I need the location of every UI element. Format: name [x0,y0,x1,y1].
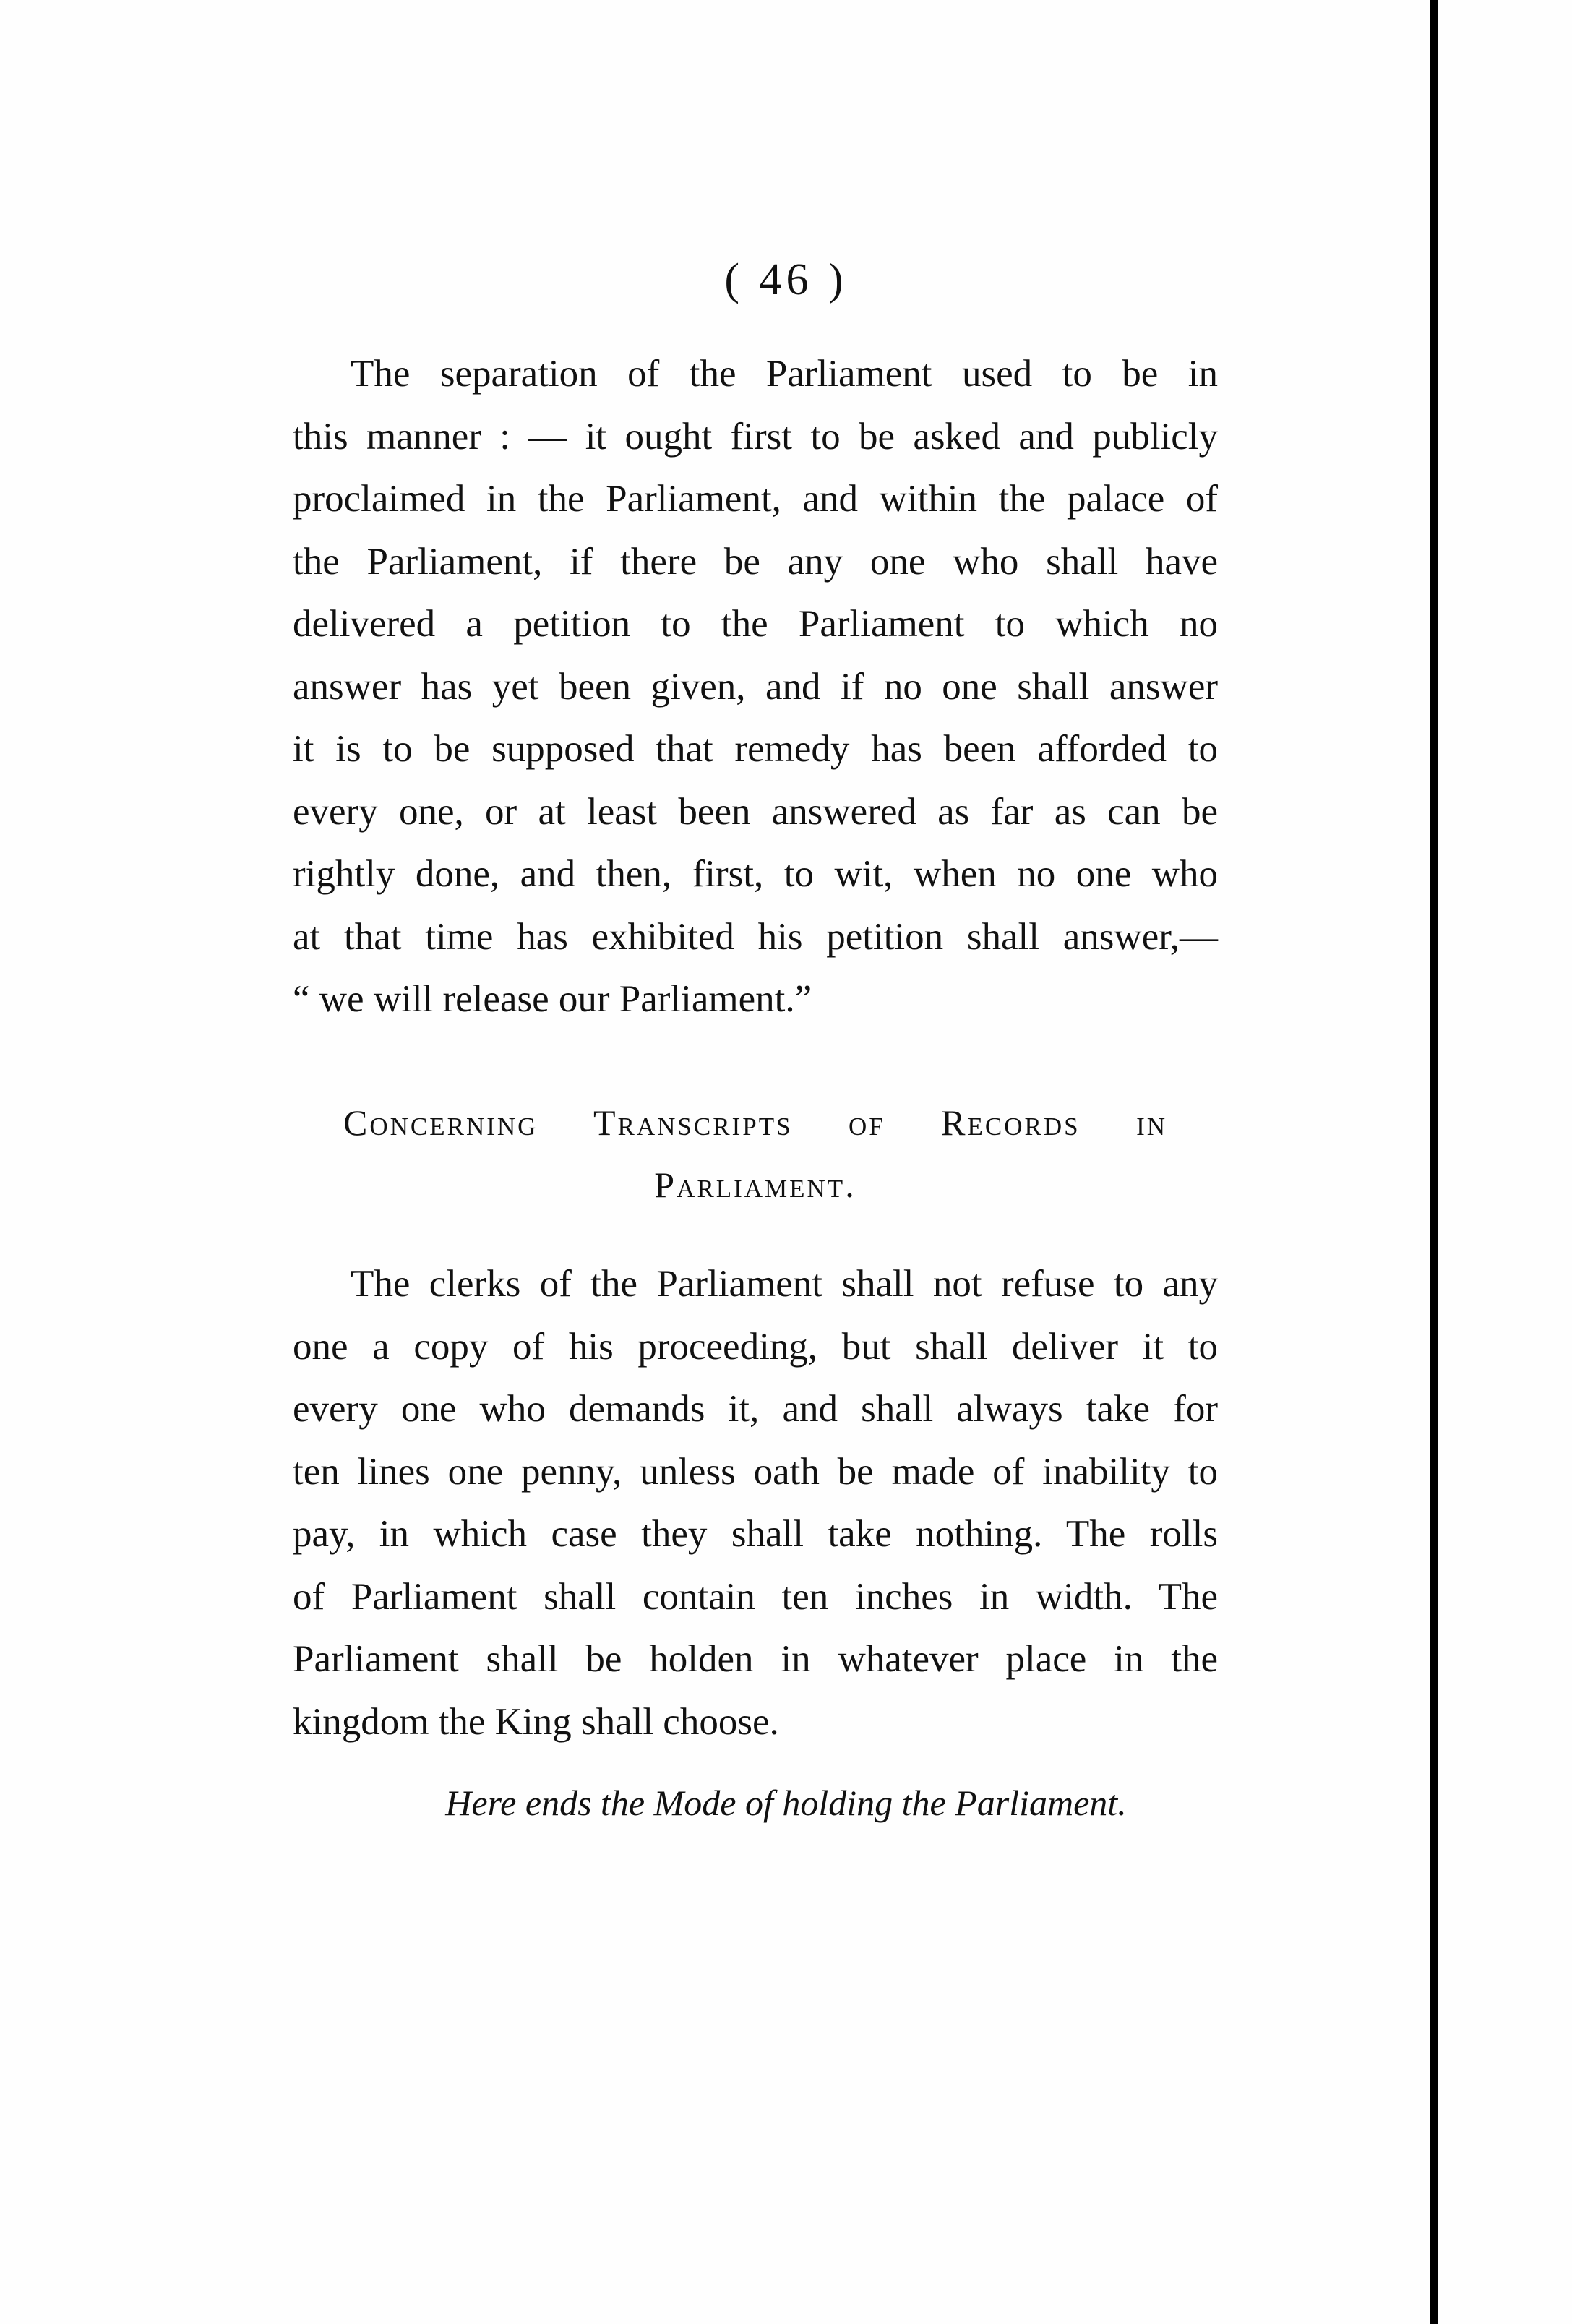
text-line: ten lines one penny, unless oath be made of inability to [293,1450,1218,1493]
paragraph-body [293,1253,1218,1753]
text-line: every one, or at least been answered as far as can be [293,790,1218,833]
paragraph-separation [293,343,1218,1031]
heading-line: Parliament. [654,1165,856,1205]
paragraph-clerks [293,1253,1218,1753]
text-line: every one who demands it, and shall always take for [293,1388,1218,1430]
text-line: delivered a petition to the Parliament to which no [293,603,1218,645]
text-line: proclaimed in the Parliament, and within the palace of [293,478,1218,520]
text-line: pay, in which case they shall take nothing. The rolls [293,1513,1218,1555]
text-line: the Parliament, if there be any one who shall have [293,540,1218,583]
text-line: The clerks of the Parliament shall not refuse to any [351,1263,1218,1305]
text-line: answer has yet been given, and if no one shall answer [293,665,1218,708]
heading-line: Concerning Transcripts of Records in [343,1102,1167,1143]
text-line: The separation of the Parliament used to be in [351,353,1218,395]
text-line: “ we will release our Parliament.” [293,978,812,1020]
text-line: at that time has exhibited his petition shall answer,— [293,915,1218,958]
text-line: it is to be supposed that remedy has been afforded to [293,728,1218,770]
text-line: Parliament shall be holden in whatever place in the [293,1638,1218,1680]
text-line: this manner : — it ought first to be asked and publicly [293,415,1218,458]
text-line: rightly done, and then, first, to wit, when no one who [293,853,1218,895]
page-number: ( 46 ) [724,255,848,304]
paragraph-body [293,343,1218,1031]
closing-line: Here ends the Mode of holding the Parliament. [445,1783,1127,1823]
text-line: of Parliament shall contain ten inches in width. The [293,1575,1218,1618]
text-line: one a copy of his proceeding, but shall deliver it to [293,1325,1218,1368]
page-edge-border [1430,0,1438,2324]
section-heading [293,1092,1218,1216]
text-line: kingdom the King shall choose. [293,1700,779,1743]
